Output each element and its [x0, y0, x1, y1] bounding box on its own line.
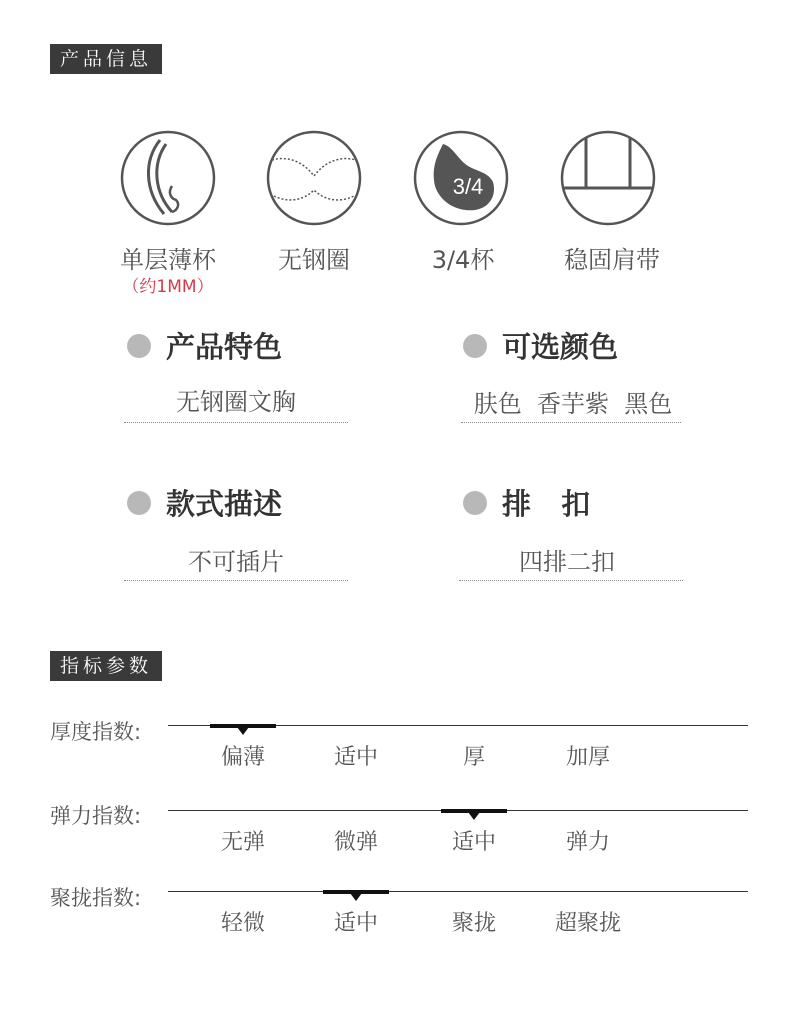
param-label: 弹力指数: — [50, 804, 142, 828]
param-selected-marker — [323, 890, 389, 894]
triangle-down-icon — [468, 812, 480, 820]
feature-title: 产品特色 — [166, 330, 283, 364]
param-option: 加厚 — [565, 745, 610, 770]
param-option: 无弹 — [220, 830, 265, 855]
param-option: 适中 — [451, 830, 496, 855]
feature-title: 排 扣 — [502, 487, 591, 521]
feature-value-clasp: 四排二扣 — [519, 548, 615, 576]
section-tag-params: 指标参数 — [50, 651, 162, 681]
section-tag-product-info: 产品信息 — [50, 44, 162, 74]
feature-heading-clasp — [463, 482, 590, 523]
bullet-dot-icon — [127, 334, 151, 358]
triangle-down-icon — [237, 727, 249, 735]
cup-icon — [120, 130, 216, 226]
icon-label-cup: 单层薄杯 — [120, 246, 216, 274]
param-label: 厚度指数: — [50, 720, 142, 744]
feature-title: 可选颜色 — [502, 330, 619, 364]
param-label: 聚拢指数: — [50, 886, 142, 910]
bullet-dot-icon — [127, 491, 151, 515]
param-option: 适中 — [333, 745, 378, 770]
feature-heading-style — [127, 482, 282, 523]
divider — [461, 422, 681, 423]
icon-label-wireless: 无钢圈 — [278, 246, 350, 274]
param-option: 轻微 — [220, 911, 265, 936]
param-option: 聚拢 — [451, 911, 496, 936]
feature-title: 款式描述 — [166, 487, 283, 521]
svg-text:3/4: 3/4 — [452, 174, 484, 199]
icon-sublabel-cup: （约1MM） — [122, 277, 214, 297]
divider — [124, 580, 348, 581]
param-selected-marker — [210, 724, 276, 728]
strap-icon — [560, 130, 656, 226]
feature-value-style: 不可插片 — [188, 548, 284, 576]
divider — [459, 580, 683, 581]
param-option: 微弹 — [333, 830, 378, 855]
feature-heading-colors — [463, 325, 618, 366]
three-quarter-cup-icon — [413, 130, 509, 226]
param-selected-marker — [441, 809, 507, 813]
triangle-down-icon — [350, 893, 362, 901]
icon-label-strap: 稳固肩带 — [564, 246, 660, 274]
param-option: 厚 — [462, 745, 485, 770]
feature-heading-product — [127, 325, 282, 366]
feature-value-colors: 肤色 香芋紫 黑色 — [473, 390, 673, 418]
divider — [124, 422, 348, 423]
bullet-dot-icon — [463, 334, 487, 358]
param-option: 弹力 — [565, 830, 610, 855]
param-option: 偏薄 — [220, 745, 265, 770]
wireless-icon — [266, 130, 362, 226]
bullet-dot-icon — [463, 491, 487, 515]
feature-value-product: 无钢圈文胸 — [176, 388, 296, 416]
icon-label-three-quarter: 3/4杯 — [431, 246, 495, 274]
param-option: 超聚拢 — [554, 911, 621, 936]
param-scale-line — [168, 891, 748, 892]
param-option: 适中 — [333, 911, 378, 936]
